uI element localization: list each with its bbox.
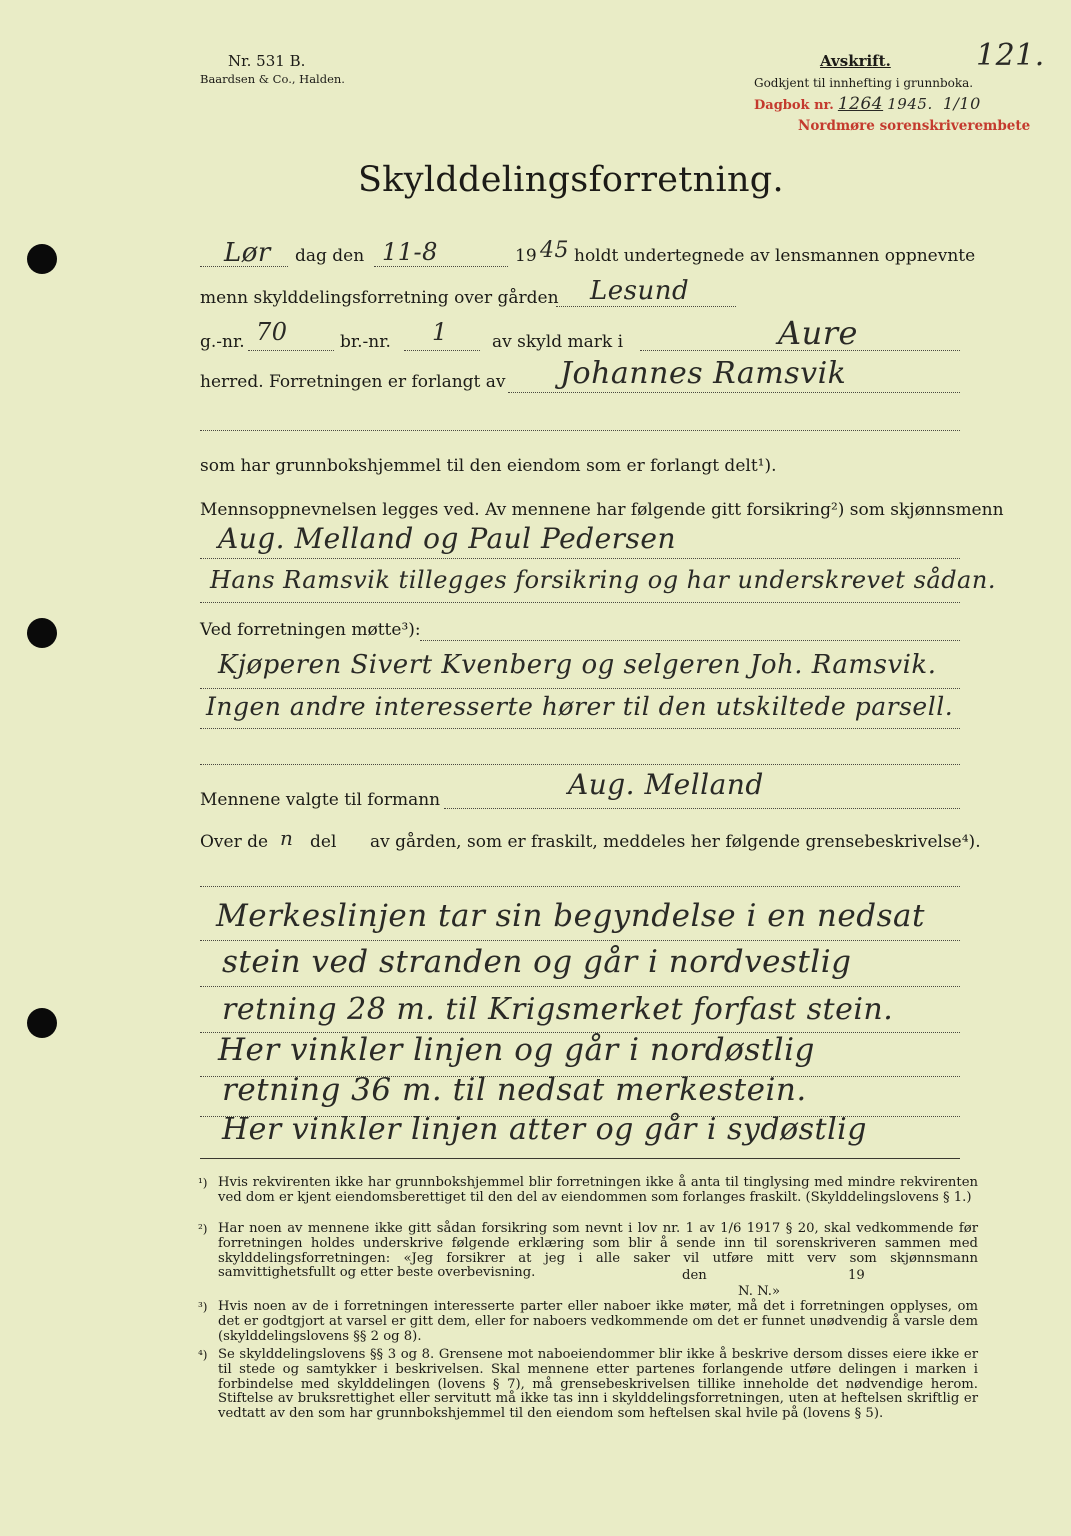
municipality-value: Aure [778, 314, 858, 352]
chairman-rule [444, 808, 960, 809]
municipality-rule [640, 350, 960, 351]
avskrift-label: Avskrift. [820, 52, 891, 70]
document-title: Skylddelingsforretning. [358, 160, 784, 200]
blank-rule-1 [200, 430, 960, 431]
insurers-rule-2 [200, 602, 960, 603]
requester-value: Johannes Ramsvik [560, 356, 847, 391]
gnr-value: 70 [256, 318, 288, 346]
year-value: 45 [540, 238, 569, 263]
boundary-line-1: Merkeslinjen tar sin begyndelse i en nedsat [216, 898, 925, 934]
binder-hole-bottom [27, 1008, 57, 1038]
footnote-3-text: Hvis noen av de i forretningen interesserte parter eller naboer ikke møter, må det i forretningen opplyses, om det er godtgjort at varsel er gitt dem, eller for naboers vedkommende om det er funnet unødvendig å varsle dem (skylddelingslovens §§ 2 og 8). [218, 1299, 978, 1344]
label-boundary-del: del [310, 832, 337, 852]
footnote-2-text: Har noen av mennene ikke gitt sådan forsikring som nevnt i lov nr. 1 av 1/6 1917 § 20, skal vedkommende før forretningen holdes underskrive følgende erklæring som blir å sende inn til sorenskriveren sammen med skylddelingsforretningen: «Jeg forsikrer at jeg i alle saker vil utføre mitt verv som skjønnsmann samvittighetsfullt og etter beste overbevisning. [218, 1221, 978, 1281]
stamp-dagbok-value: 1264 [837, 94, 884, 114]
boundary-rule-1 [200, 940, 960, 941]
label-boundary-rest: av gården, som er fraskilt, meddeles her følgende grensebeskrivelse⁴). [370, 832, 981, 852]
label-line7: Mennsoppnevnelsen legges ved. Av mennene har følgende gitt forsikring²) som skjønnsmenn [200, 500, 1004, 520]
label-boundary-over: Over de [200, 832, 269, 852]
boundary-rule-2 [200, 986, 960, 987]
insurers-line-2: Hans Ramsvik tillegges forsikring og har underskrevet sådan. [210, 566, 996, 594]
boundary-line-5: retning 36 m. til nedsat merkestein. [222, 1072, 807, 1108]
blank-rule-2 [200, 764, 960, 765]
footnote-2-signature: N. N.» [738, 1284, 781, 1299]
stamp-date: 1/10 [942, 94, 981, 113]
bnr-rule [404, 350, 480, 351]
stamp-dagbok-label: Dagbok nr. [754, 98, 834, 113]
binder-hole-middle [27, 618, 57, 648]
binder-hole-top [27, 244, 57, 274]
publisher: Baardsen & Co., Halden. [200, 72, 345, 86]
footnote-2-den: den [682, 1268, 707, 1283]
footnote-separator [200, 1158, 960, 1159]
approved-note: Godkjent til innhefting i grunnboka. [754, 76, 974, 90]
farm-rule [556, 306, 736, 307]
present-rule-0 [420, 640, 960, 641]
farm-value: Lesund [590, 276, 690, 306]
label-gnr: g.-nr. [200, 332, 245, 352]
label-line2: menn skylddelingsforretning over gården [200, 288, 559, 308]
boundary-line-6: Her vinkler linjen atter og går i sydøstlig [222, 1112, 867, 1147]
form-number: Nr. 531 B. [228, 52, 306, 70]
boundary-fraction: n [280, 826, 294, 850]
label-line4: herred. Forretningen er forlangt av [200, 372, 506, 392]
footnote-4-text: Se skylddelingslovens §§ 3 og 8. Grensene mot naboeiendommer blir ikke å beskrive dersom disses eiere ikke er til stede og samtykker i beskrivelsen. Skal mennene etter partenes forlangende utføre delingen i marken i forbindelse med skylddelingen (lovens § 7), må grensebeskrivelsen tillike inneholde det nødvendige herom. Stiftelse av bruksrettighet eller servitutt må ikke tas inn i skylddelingsforretningen, uten at heftelsen skriftlig er vedtatt av den som har grunnbokshjemmel til den eiendom som heftelsen skal hvile på (lovens § 5). [218, 1347, 978, 1422]
chairman-value: Aug. Melland [568, 768, 764, 801]
insurers-rule-1 [200, 558, 960, 559]
blank-rule-3 [200, 886, 960, 887]
registration-stamp [754, 94, 981, 114]
weekday-value: Lør [224, 238, 271, 268]
footnote-1-num: ¹) [198, 1176, 208, 1190]
footnote-1-text: Hvis rekvirenten ikke har grunnbokshjemmel blir forretningen ikke å anta til tinglysing med mindre rekvirenten ved dom er kjent eiendomsberettiget til den del av eiendommen som forlanges fraskilt. (Skylddelingslovens § 1.) [218, 1175, 978, 1205]
requester-rule [508, 392, 960, 393]
label-line6: som har grunnbokshjemmel til den eiendom som er forlangt delt¹). [200, 456, 777, 476]
present-rule-1 [200, 688, 960, 689]
label-line1-rest: holdt undertegnede av lensmannen oppnevnte [574, 246, 976, 266]
stamp-office: Nordmøre sorenskriverembete [798, 118, 1031, 134]
weekday-rule [200, 266, 288, 267]
date-rule [374, 266, 508, 267]
present-rule-2 [200, 728, 960, 729]
bnr-value: 1 [432, 318, 448, 346]
stamp-year: 1945. [887, 95, 933, 113]
label-chairman: Mennene valgte til formann [200, 790, 441, 810]
boundary-line-2: stein ved stranden og går i nordvestlig [222, 944, 852, 980]
label-present: Ved forretningen møtte³): [200, 620, 421, 640]
label-bnr: br.-nr. [340, 332, 391, 352]
label-dag-den: dag den [295, 246, 365, 266]
footnote-4-num: ⁴) [198, 1348, 208, 1362]
label-skyld: av skyld mark i [492, 332, 624, 352]
date-value: 11-8 [382, 238, 438, 266]
boundary-line-4: Her vinkler linjen og går i nordøstlig [218, 1032, 815, 1068]
footnote-2-num: ²) [198, 1222, 208, 1236]
gnr-rule [248, 350, 334, 351]
insurers-line-1: Aug. Melland og Paul Pedersen [218, 522, 677, 555]
present-line-1: Kjøperen Sivert Kvenberg og selgeren Joh. Ramsvik. [218, 650, 937, 680]
footnote-2-year: 19 [848, 1268, 865, 1283]
footnote-3-num: ³) [198, 1300, 208, 1314]
label-year-prefix: 19 [515, 246, 537, 266]
page-number: 121. [976, 38, 1045, 73]
boundary-line-3: retning 28 m. til Krigsmerket forfast stein. [222, 992, 894, 1027]
present-line-2: Ingen andre interesserte hører til den utskiltede parsell. [206, 692, 954, 721]
